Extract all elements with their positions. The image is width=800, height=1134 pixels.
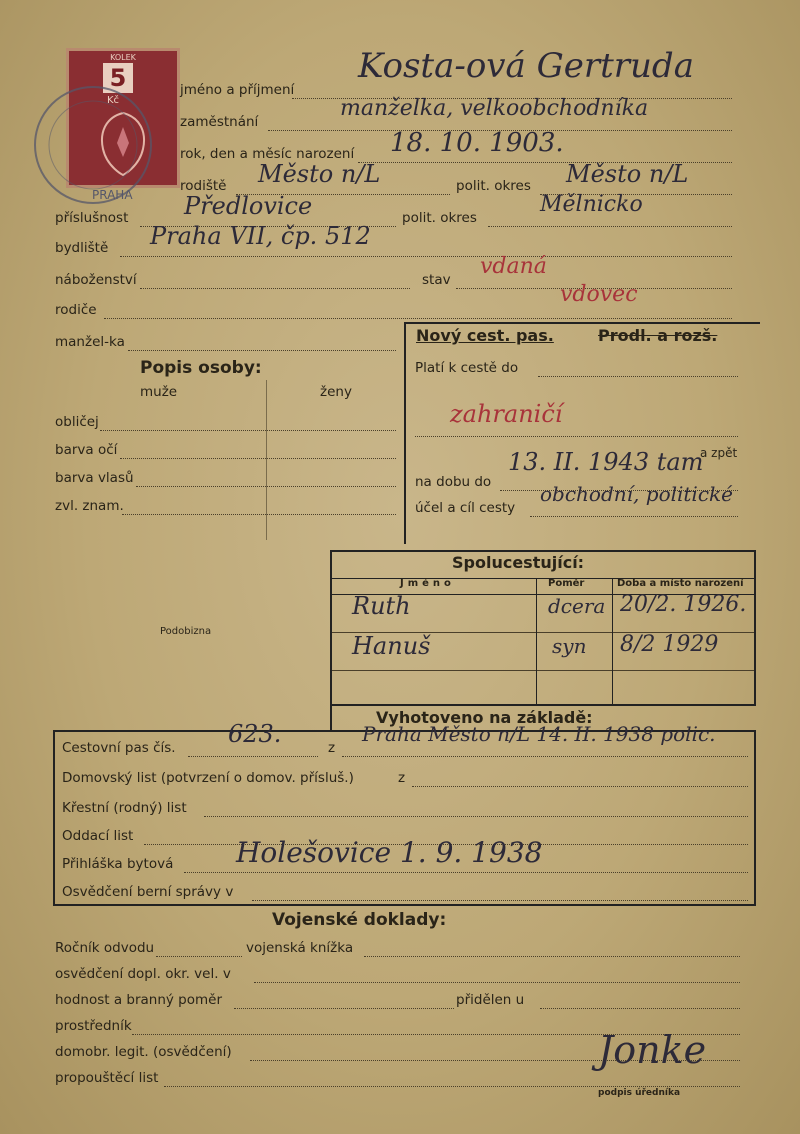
birthplace-value: Město n/L bbox=[258, 160, 381, 188]
description-title: Popis osoby: bbox=[140, 358, 262, 378]
military-row-label2: přidělen u bbox=[456, 992, 525, 1008]
citizenship-okres-label: polit. okres bbox=[402, 210, 477, 226]
companion-name: Ruth bbox=[352, 592, 411, 620]
companion-relation: dcera bbox=[548, 594, 606, 618]
residence-value: Praha VII, čp. 512 bbox=[150, 222, 371, 250]
birthplace-label: rodiště bbox=[180, 178, 227, 194]
basis-row-label: Cestovní pas čís. bbox=[62, 740, 176, 756]
companion-relation: syn bbox=[552, 634, 587, 658]
basis-row-z: z bbox=[328, 740, 336, 756]
companions-col-rule bbox=[612, 578, 613, 704]
stamp-top-text: KOLEK bbox=[110, 53, 136, 62]
basis-row-line bbox=[188, 756, 318, 757]
marital-value: vdaná bbox=[480, 254, 547, 279]
valid-label: Platí k cestě do bbox=[415, 360, 519, 376]
description-divider bbox=[266, 380, 267, 540]
basis-row-z-value: Praha Město n/L 14. II. 1938 polic. bbox=[362, 722, 716, 746]
military-row-label: propouštěcí list bbox=[55, 1070, 159, 1086]
name-label: jméno a příjmení bbox=[180, 82, 295, 98]
description-line bbox=[120, 458, 396, 459]
military-row-line bbox=[234, 1008, 454, 1009]
occupation-label: zaměstnání bbox=[180, 114, 259, 130]
parents-value: vdovec bbox=[560, 282, 638, 307]
purpose-label: účel a cíl cesty bbox=[415, 500, 516, 516]
basis-row-label: Přihláška bytová bbox=[62, 856, 174, 872]
passport-prodl-title: Prodl. a rozš. bbox=[598, 326, 718, 345]
description-line bbox=[122, 514, 396, 515]
basis-row-label: Křestní (rodný) list bbox=[62, 800, 187, 816]
birth-okres-value: Město n/L bbox=[566, 160, 689, 188]
military-row-label: osvědčení dopl. okr. vel. v bbox=[55, 966, 231, 982]
description-row: zvl. znam. bbox=[55, 498, 124, 514]
name-value: Kosta-ová Gertruda bbox=[358, 46, 694, 86]
purpose-line bbox=[530, 516, 738, 517]
military-row-label2: vojenská knížka bbox=[246, 940, 354, 956]
military-row-label: prostředník bbox=[55, 1018, 132, 1034]
signature-label: podpis úředníka bbox=[598, 1088, 681, 1098]
military-row-label: Ročník odvodu bbox=[55, 940, 155, 956]
military-row-line2 bbox=[364, 956, 740, 957]
official-signature: Jonke bbox=[598, 1028, 707, 1072]
companions-row-rule bbox=[332, 670, 754, 671]
stamp-unit: Kč bbox=[107, 95, 120, 106]
basis-row-label: Domovský list (potvrzení o domov. přísluš.) bbox=[62, 770, 354, 786]
companion-name: Hanuš bbox=[352, 632, 431, 660]
basis-row-line bbox=[252, 900, 748, 901]
basis-connector bbox=[330, 704, 332, 732]
spouse-line bbox=[128, 350, 396, 351]
citizenship-label: příslušnost bbox=[55, 210, 129, 226]
duration-value: 13. II. 1943 tam bbox=[508, 448, 704, 476]
citizenship-okres-value: Mělnicko bbox=[540, 192, 643, 217]
spouse-label: manžel-ka bbox=[55, 334, 125, 350]
religion-label: náboženství bbox=[55, 272, 137, 288]
companions-col-rule bbox=[536, 578, 537, 704]
basis-row-label: Osvědčení berní správy v bbox=[62, 884, 234, 900]
basis-row-line bbox=[204, 816, 748, 817]
birth-value: 18. 10. 1903. bbox=[390, 128, 564, 158]
citizenship-value: Předlovice bbox=[184, 192, 313, 220]
parents-label: rodiče bbox=[55, 302, 97, 318]
companions-title: Spolucestující: bbox=[452, 553, 585, 572]
basis-connector-top bbox=[330, 704, 756, 706]
religion-line bbox=[140, 288, 410, 289]
description-row: barva vlasů bbox=[55, 470, 134, 486]
description-row: obličej bbox=[55, 414, 99, 430]
military-row-line bbox=[156, 956, 242, 957]
description-row: barva očí bbox=[55, 442, 118, 458]
marital-label: stav bbox=[422, 272, 451, 288]
basis-row-label: Oddací list bbox=[62, 828, 134, 844]
military-title: Vojenské doklady: bbox=[272, 910, 447, 930]
birth-label: rok, den a měsíc narození bbox=[180, 146, 355, 162]
valid-value: zahraničí bbox=[450, 400, 563, 428]
passport-new-title: Nový cest. pas. bbox=[416, 326, 554, 345]
residence-line bbox=[120, 256, 732, 257]
military-row-label: domobr. legit. (osvědčení) bbox=[55, 1044, 232, 1060]
military-row-line bbox=[164, 1086, 740, 1087]
occupation-value: manželka, velkoobchodníka bbox=[340, 96, 649, 121]
citizenship-okres-line bbox=[488, 226, 732, 227]
description-col-men: muže bbox=[140, 384, 178, 400]
military-row-line2 bbox=[540, 1008, 740, 1009]
basis-title: Vyhotoveno na základě: bbox=[376, 708, 593, 727]
description-col-women: ženy bbox=[320, 384, 352, 400]
companion-birth: 20/2. 1926. bbox=[620, 592, 747, 617]
valid-line bbox=[538, 376, 738, 377]
stamp-value: 5 bbox=[103, 63, 133, 93]
basis-row-z-line bbox=[342, 756, 748, 757]
residence-label: bydliště bbox=[55, 240, 109, 256]
companion-birth: 8/2 1929 bbox=[620, 632, 719, 657]
parents-line bbox=[104, 318, 732, 319]
basis-row-value: 623. bbox=[228, 720, 282, 748]
duration-label: na dobu do bbox=[415, 474, 492, 490]
photo-label: Podobizna bbox=[160, 626, 212, 637]
basis-row-line bbox=[412, 786, 748, 787]
description-line bbox=[100, 430, 396, 431]
military-row-line bbox=[254, 982, 740, 983]
description-line bbox=[136, 486, 396, 487]
valid-line-2 bbox=[415, 436, 738, 437]
purpose-value: obchodní, politické bbox=[540, 482, 733, 506]
companions-header-relation: Poměr bbox=[548, 578, 585, 589]
basis-row-line bbox=[184, 872, 748, 873]
companions-table bbox=[330, 550, 756, 706]
zpet-label: a zpět bbox=[700, 446, 738, 460]
military-row-label: hodnost a branný poměr bbox=[55, 992, 223, 1008]
birth-okres-label: polit. okres bbox=[456, 178, 531, 194]
companions-header-name: Jméno bbox=[400, 578, 455, 589]
basis-row-value: Holešovice 1. 9. 1938 bbox=[236, 836, 543, 869]
basis-row-z: z bbox=[398, 770, 406, 786]
companions-header-birth: Doba a místo narození bbox=[617, 578, 744, 589]
postmark-text: PRAHA bbox=[92, 188, 133, 202]
